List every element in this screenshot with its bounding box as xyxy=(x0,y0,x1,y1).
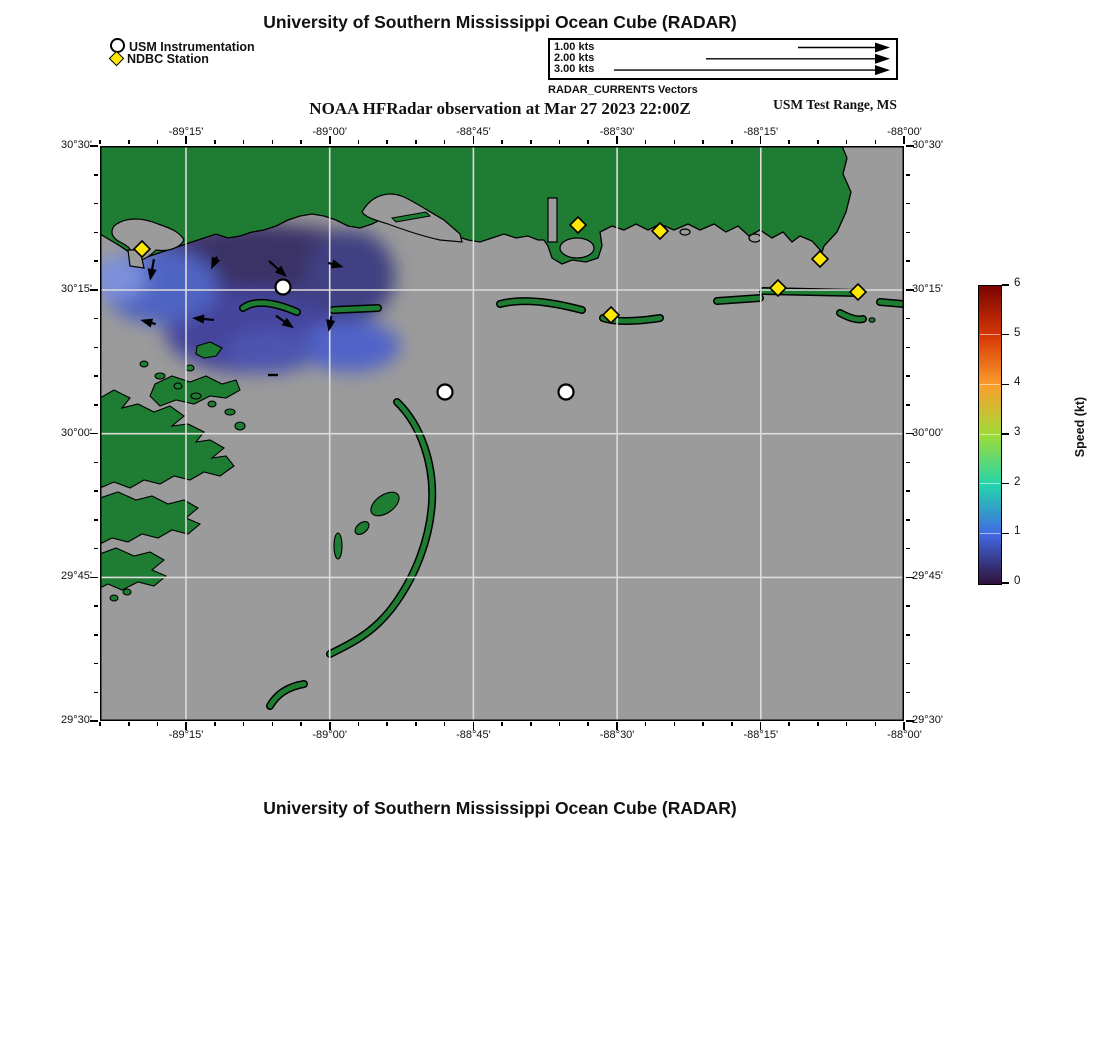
axis-tick xyxy=(906,634,910,636)
axis-tick xyxy=(587,140,589,144)
colorbar-gridline xyxy=(980,434,1000,435)
axis-tick xyxy=(501,140,503,144)
axis-tick xyxy=(94,462,98,464)
axis-tick xyxy=(94,260,98,262)
axis-tick xyxy=(674,722,676,726)
axis-tick xyxy=(906,490,910,492)
axis-tick xyxy=(906,260,910,262)
axis-tick xyxy=(530,722,532,726)
axis-tick xyxy=(99,140,101,144)
axis-tick xyxy=(906,404,910,406)
colorbar-tick-label: 3 xyxy=(1014,426,1021,438)
axis-tick xyxy=(94,605,98,607)
lat-label-left: 29°30' xyxy=(61,714,92,726)
colorbar-gridline xyxy=(980,334,1000,335)
axis-tick xyxy=(501,722,503,726)
axis-tick xyxy=(94,490,98,492)
axis-tick xyxy=(272,140,274,144)
scale-arrow-head xyxy=(875,54,890,64)
axis-tick xyxy=(731,722,733,726)
colorbar xyxy=(978,285,1002,585)
axis-tick xyxy=(875,722,877,726)
axis-tick xyxy=(300,140,302,144)
axis-tick xyxy=(731,140,733,144)
axis-tick xyxy=(817,722,819,726)
lat-label-left: 30°15' xyxy=(61,282,92,295)
axis-tick xyxy=(674,140,676,144)
page-title: University of Southern Mississippi Ocean Cube (RADAR) xyxy=(263,12,737,32)
lat-label-left: 30°30' xyxy=(61,139,92,151)
axis-tick xyxy=(94,174,98,176)
scale-arrow-head xyxy=(875,65,890,75)
axis-tick xyxy=(358,140,360,144)
axis-tick xyxy=(415,722,417,726)
scale-arrow-head xyxy=(875,43,890,53)
lat-label-left: 29°45' xyxy=(61,570,92,583)
lon-label-bottom: -88°00' xyxy=(887,729,922,741)
axis-tick xyxy=(94,404,98,406)
lon-label-top: -88°45' xyxy=(456,126,491,138)
axis-tick xyxy=(530,140,532,144)
lat-label-right: 29°45' xyxy=(912,570,943,583)
vector-scale-caption: RADAR_CURRENTS Vectors xyxy=(548,84,698,96)
footer-title: University of Southern Mississippi Ocean Cube (RADAR) xyxy=(263,798,737,818)
usm-instrument-marker xyxy=(438,385,453,400)
axis-tick xyxy=(702,722,704,726)
colorbar-gridline xyxy=(980,483,1000,484)
axis-tick xyxy=(94,519,98,521)
axis-tick xyxy=(272,722,274,726)
axis-tick xyxy=(846,140,848,144)
colorbar-tick-label: 5 xyxy=(1014,326,1021,339)
axis-tick xyxy=(386,722,388,726)
range-label: USM Test Range, MS xyxy=(773,97,897,112)
axis-tick xyxy=(559,722,561,726)
legend-usm-label: USM Instrumentation xyxy=(129,40,255,54)
axis-tick xyxy=(358,722,360,726)
lat-label-left: 30°00' xyxy=(61,426,92,439)
axis-tick xyxy=(300,722,302,726)
axis-tick xyxy=(559,140,561,144)
axis-tick xyxy=(846,722,848,726)
legend-ndbc-label: NDBC Station xyxy=(127,52,209,66)
axis-tick xyxy=(645,722,647,726)
axis-tick xyxy=(444,140,446,144)
scale-2kt-label: 2.00 kts xyxy=(554,52,595,64)
axis-tick xyxy=(906,318,910,320)
lon-label-top: -89°15' xyxy=(168,126,204,138)
axis-tick xyxy=(906,663,910,665)
lon-label-bottom: -88°30' xyxy=(599,729,635,741)
lon-label-top: -88°30' xyxy=(599,126,635,138)
axis-tick xyxy=(788,140,790,144)
map xyxy=(100,146,904,721)
lon-label-top: -89°00' xyxy=(312,126,347,138)
axis-tick xyxy=(94,375,98,377)
colorbar-gridline xyxy=(980,384,1000,385)
lon-label-bottom: -88°15' xyxy=(743,729,779,741)
axis-tick xyxy=(702,140,704,144)
usm-instrument-marker xyxy=(559,385,574,400)
axis-tick xyxy=(645,140,647,144)
axis-tick xyxy=(788,722,790,726)
scale-1kt-label: 1.00 kts xyxy=(554,41,595,53)
axis-tick xyxy=(906,232,910,234)
axis-tick xyxy=(906,375,910,377)
axis-tick xyxy=(906,347,910,349)
axis-tick xyxy=(587,722,589,726)
scale-arrows xyxy=(550,40,895,77)
axis-tick xyxy=(157,140,159,144)
axis-tick xyxy=(157,722,159,726)
colorbar-tickmark xyxy=(1002,384,1009,386)
axis-tick xyxy=(415,140,417,144)
colorbar-tickmark xyxy=(1002,334,1009,336)
axis-tick xyxy=(128,722,130,726)
lon-label-bottom: -88°45' xyxy=(456,729,491,741)
axis-tick xyxy=(94,692,98,694)
axis-tick xyxy=(243,140,245,144)
axis-tick xyxy=(94,203,98,205)
axis-tick xyxy=(817,140,819,144)
axis-tick xyxy=(444,722,446,726)
axis-tick xyxy=(906,692,910,694)
colorbar-title: Speed (kt) xyxy=(1073,396,1087,458)
axis-tick xyxy=(214,140,216,144)
colorbar-tickmark xyxy=(1002,433,1009,435)
lon-label-bottom: -89°00' xyxy=(312,729,347,741)
colorbar-tick-label: 4 xyxy=(1014,376,1021,389)
map-subtitle: NOAA HFRadar observation at Mar 27 2023 22:00Z xyxy=(309,99,691,118)
vector-scale-box xyxy=(548,38,898,80)
axis-tick xyxy=(94,663,98,665)
colorbar-tick-label: 0 xyxy=(1014,575,1021,587)
usm-instrument-marker xyxy=(276,280,291,295)
axis-tick xyxy=(906,519,910,521)
axis-tick xyxy=(875,140,877,144)
colorbar-tick-label: 6 xyxy=(1014,277,1021,289)
axis-tick xyxy=(94,232,98,234)
lat-label-right: 30°15' xyxy=(912,282,943,295)
axis-tick xyxy=(128,140,130,144)
lat-label-right: 30°30' xyxy=(912,139,943,151)
axis-tick xyxy=(94,548,98,550)
axis-tick xyxy=(99,722,101,726)
axis-tick xyxy=(94,318,98,320)
colorbar-tick-label: 1 xyxy=(1014,525,1021,538)
axis-tick xyxy=(906,462,910,464)
scale-3kt-label: 3.00 kts xyxy=(554,63,595,75)
axis-tick xyxy=(94,347,98,349)
colorbar-tickmark xyxy=(1002,582,1009,584)
lat-label-right: 29°30' xyxy=(912,714,943,726)
axis-tick xyxy=(214,722,216,726)
lon-label-top: -88°00' xyxy=(887,126,922,138)
axis-tick xyxy=(243,722,245,726)
axis-tick xyxy=(906,174,910,176)
colorbar-gridline xyxy=(980,533,1000,534)
colorbar-tickmark xyxy=(1002,483,1009,485)
colorbar-tick-label: 2 xyxy=(1014,475,1021,488)
axis-tick xyxy=(94,634,98,636)
axis-tick xyxy=(906,203,910,205)
lon-label-top: -88°15' xyxy=(743,126,779,138)
lon-label-bottom: -89°15' xyxy=(168,729,204,741)
axis-tick xyxy=(906,548,910,550)
axis-tick xyxy=(386,140,388,144)
colorbar-tickmark xyxy=(1002,284,1009,286)
lat-label-right: 30°00' xyxy=(912,426,943,439)
axis-tick xyxy=(906,605,910,607)
legend-ndbc xyxy=(110,52,209,66)
colorbar-tickmark xyxy=(1002,533,1009,535)
ndbc-diamond-icon xyxy=(109,51,125,67)
